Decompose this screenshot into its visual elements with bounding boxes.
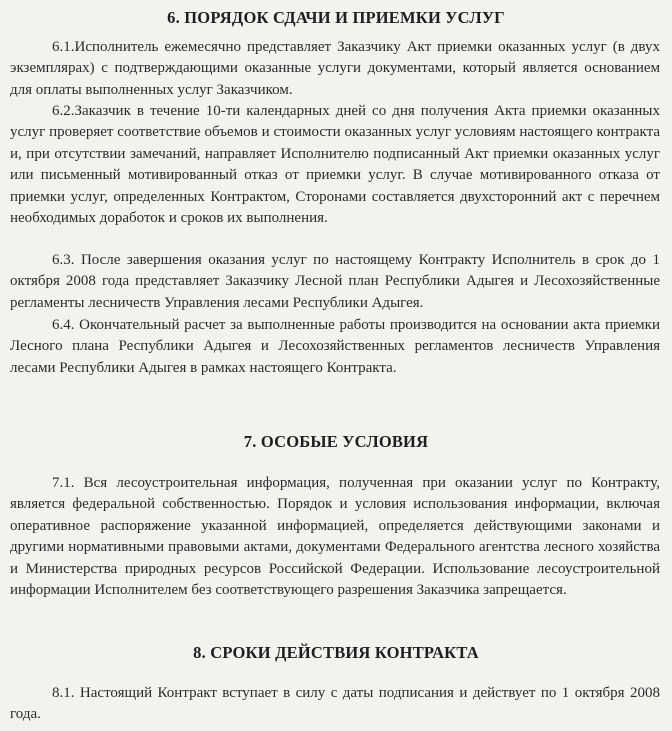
paragraph-6-1: 6.1.Исполнитель ежемесячно представляет Заказчику Акт приемки оказанных услуг (в двух экземплярах) с подтверждающими оказанные услуги документами, который является основанием для оплаты выполненных услуг Заказчиком. — [10, 39, 660, 98]
section-7-title: 7. ОСОБЫЕ УСЛОВИЯ — [243, 432, 429, 451]
paragraph-6-3: 6.3. После завершения оказания услуг по настоящему Контракту Исполнитель в срок до 1 октября 2008 года представляет Заказчику Лесной план Республики Адыгея и Лесохозяйственные регламенты лесничеств Управления лесами Республики Адыгея. — [10, 252, 660, 311]
paragraph-7-1: 7.1. Вся лесоустроительная информация, полученная при оказании услуг по Контракту, является федеральной собственностью. Порядок и условия использования информации, включая оперативное распоряжение указанной информацией, определяется действующими законами и другими нормативными правовыми актами, документами Федерального агентства лесного хозяйства и Министерства природных ресурсов Российской Федерации. Использование лесоустроительной информации Исполнителем без соответствующего разрешения Заказчика запрещается. — [10, 475, 660, 599]
paragraph-6-2: 6.2.Заказчик в течение 10-ти календарных дней со дня получения Акта приемки оказанных услуг проверяет соответствие объемов и стоимости оказанных услуг условиям настоящего контракта и, при отсутствии замечаний, направляет Исполнителю подписанный Акт приемки оказанных услуг или письменный мотивированный отказ от приемки услуг. В случае мотивированного отказа от приемки услуг, определенных Контрактом, Сторонами составляется двухсторонний акт с перечнем необходимых доработок и сроков их выполнения. — [10, 103, 660, 227]
paragraph-8-1: 8.1. Настоящий Контракт вступает в силу с даты подписания и действует по 1 октября 2008 года. — [10, 685, 660, 723]
section-8-title: 8. СРОКИ ДЕЙСТВИЯ КОНТРАКТА — [193, 643, 479, 662]
section-6-title: 6. ПОРЯДОК СДАЧИ И ПРИЕМКИ УСЛУГ — [167, 8, 505, 27]
paragraph-6-4: 6.4. Окончательный расчет за выполненные работы производится на основании акта приемки Лесного плана Республики Адыгея и Лесохозяйственных регламентов лесничеств Управления лесами Республики Адыгея в рамках настоящего Контракта. — [10, 317, 660, 376]
